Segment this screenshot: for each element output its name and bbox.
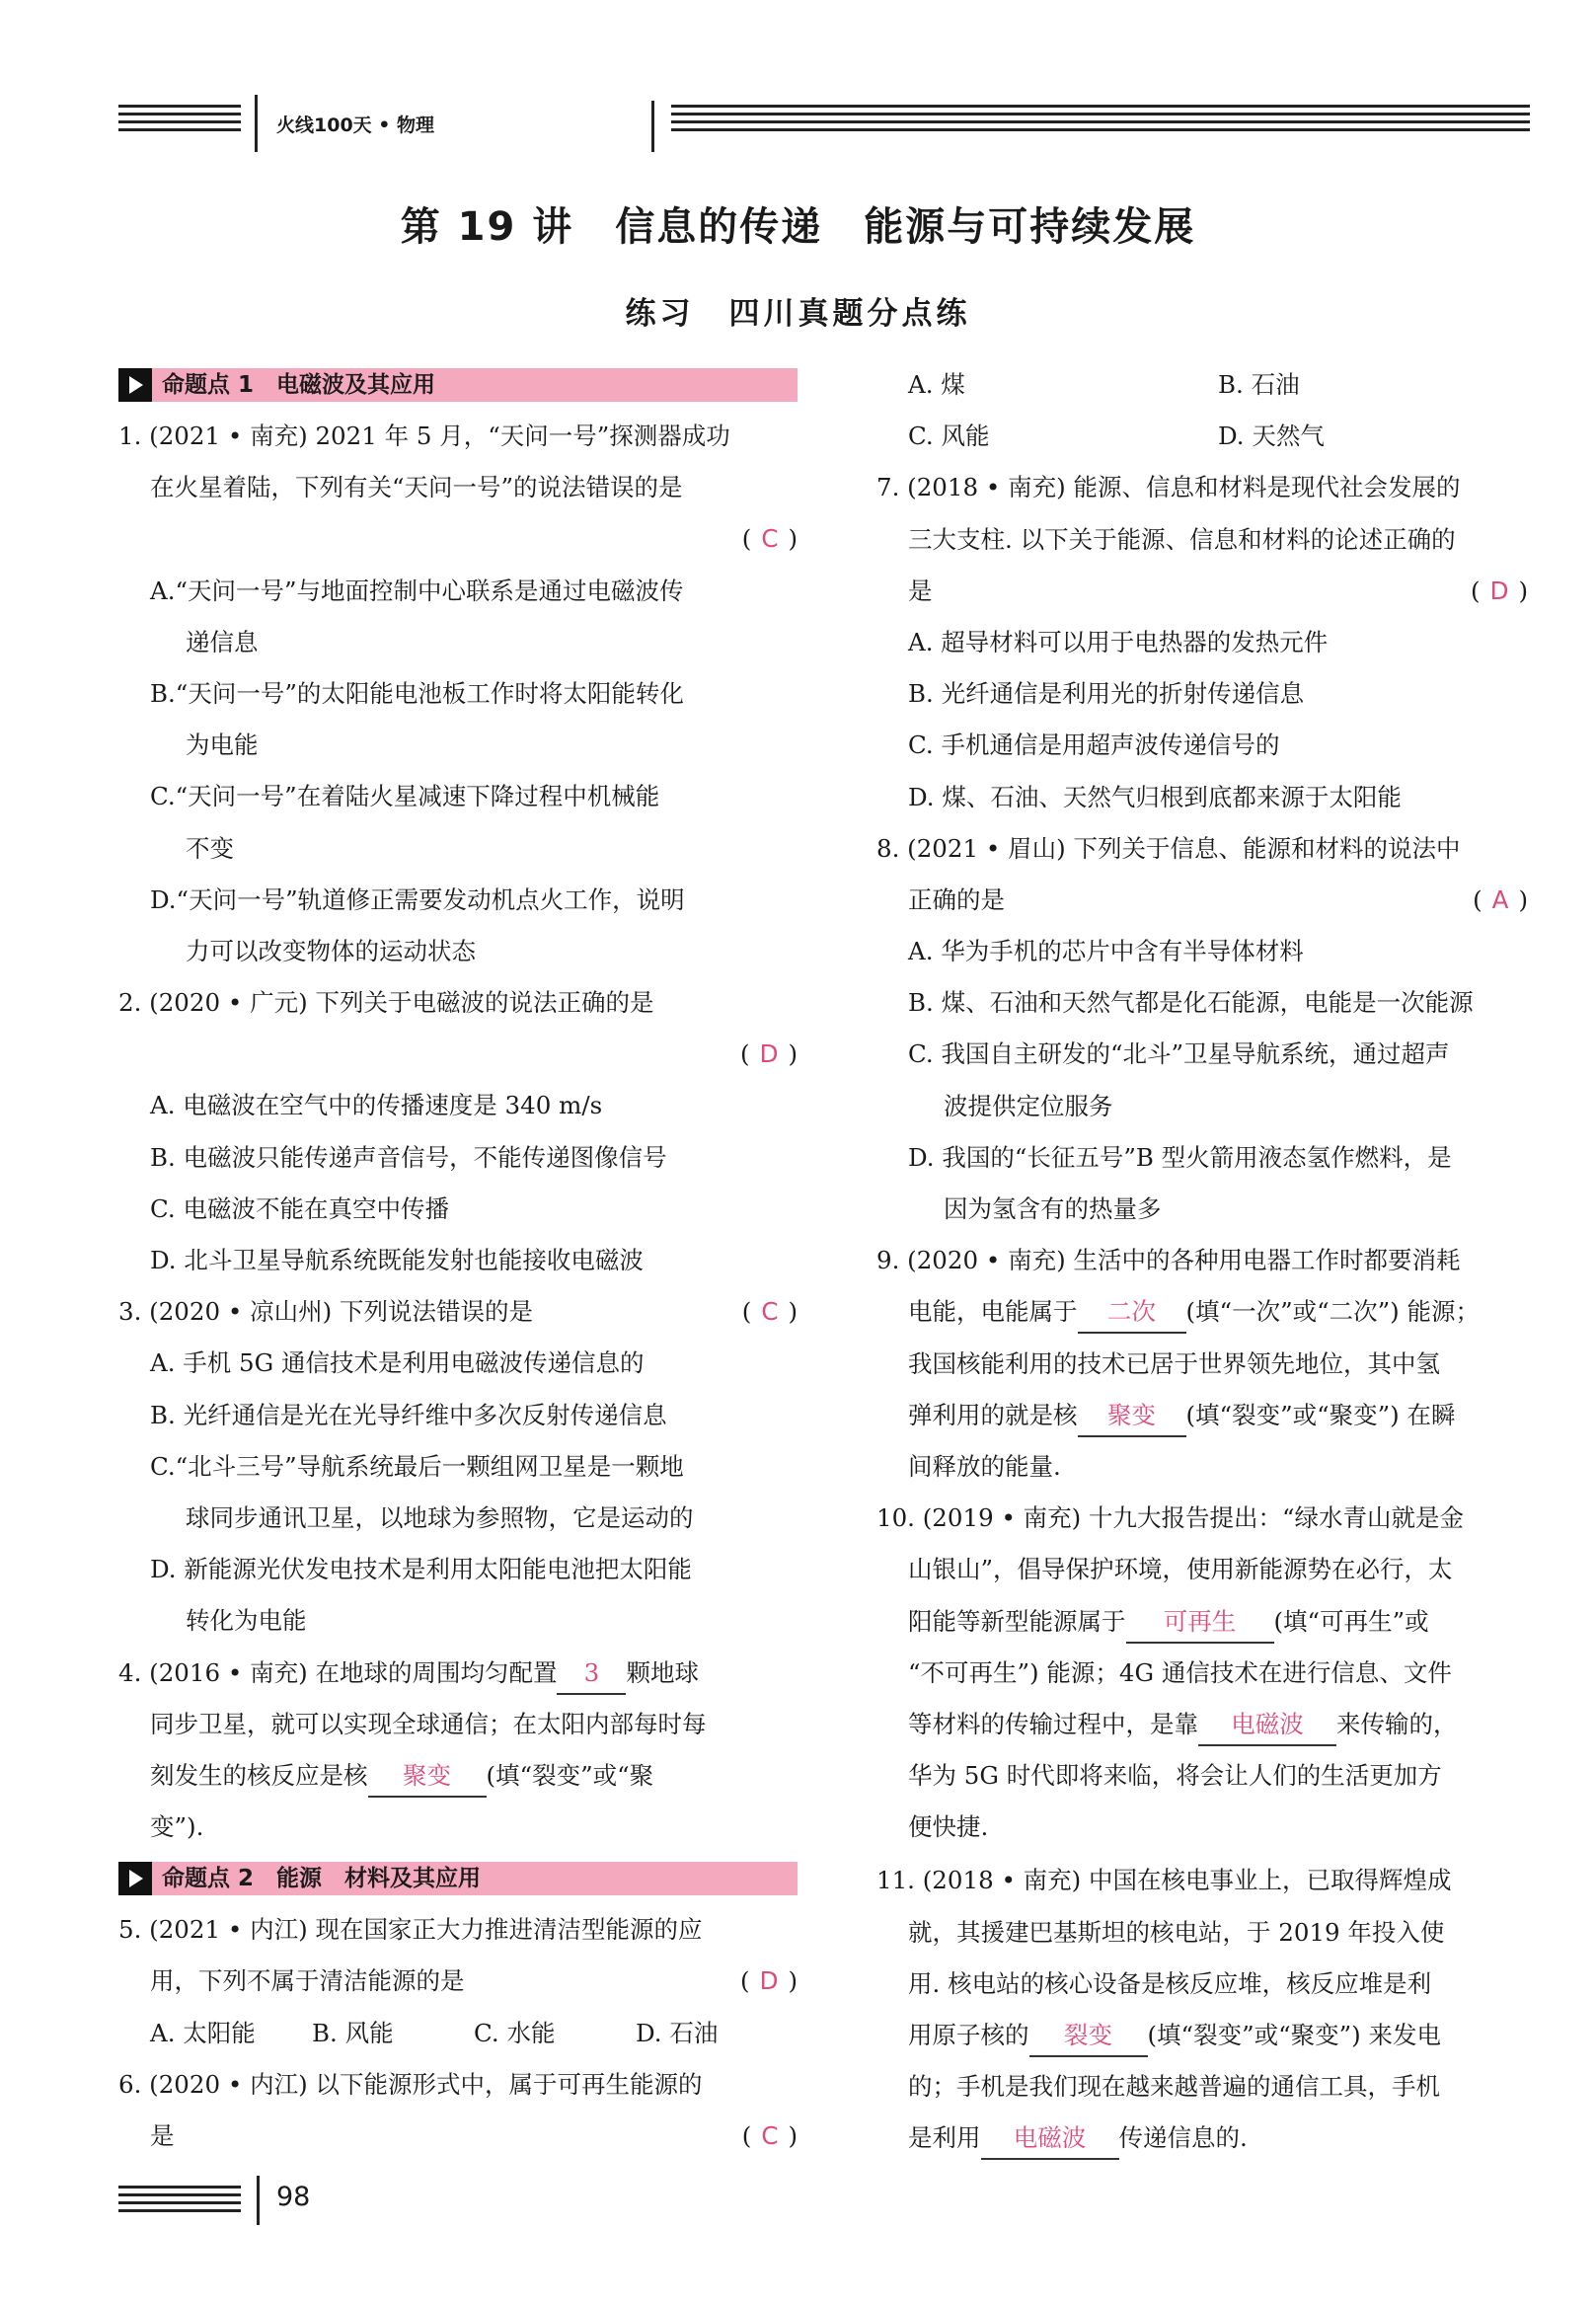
footer-divider [257,2176,260,2225]
section-header-2: 命题点 2 能源 材料及其应用 [118,1862,798,1895]
option-b: B. 煤、石油和天然气都是化石能源，电能是一次能源 [908,988,1474,1018]
option-d: D. 煤、石油、天然气归根到底都来源于太阳能 [908,782,1402,811]
right-column [876,359,1528,2165]
question-10: 10. (2019 • 南充) 十九大报告提出：“绿水青山就是金 山银山”，倡导保护环境，使用新能源势在必行，太 阳能等新型能源属于 可再生 (填“可再生”或 “不可再生”) 能源；4G 通信技术在进行信息、文件 等材料的传输过程中，是靠 电磁波 来传输的， 华为 5G 时代即将来临，将会让人们的生活更加方 便快捷. [876,1503,1465,1842]
option-d: D. 我国的“长征五号”B 型火箭用液态氢作燃料，是 [908,1142,1452,1172]
option-a: A. 手机 5G 通信技术是利用电磁波传递信息的 [150,1348,645,1378]
fill-blank: 二次 [1078,1292,1186,1334]
header-divider-right [651,101,654,152]
option-b: B. 石油 [1218,370,1300,399]
option-c: C. 电磁波不能在真空中传播 [150,1193,449,1223]
option-c: C. 手机通信是用超声波传递信号的 [908,730,1280,760]
answer-bracket: ( D ) [740,1966,798,1996]
option-d-cont: 因为氢含有的热量多 [944,1194,1162,1223]
question-8: 8. (2021 • 眉山) 下列关于信息、能源和材料的说法中 正确的是 ( A ) A. 华为手机的芯片中含有半导体材料 B. 煤、石油和天然气都是化石能源，电能是一次能源 C. 我国自主研发的“北斗”卫星导航系统，通过超声 波提供定位服务 D. 我国的“长征五号”B 型火箭用液态氢作燃料，是 因为氢含有的热量多 [876,823,1528,1236]
lesson-title: 第 19 讲 信息的传递 能源与可持续发展 [400,204,1196,250]
answer-bracket: ( D ) [740,1039,798,1069]
exercise-subtitle: 练习 四川真题分点练 [625,296,971,332]
option-c: C. 水能 [474,2018,556,2047]
question-5: 5. (2021 • 内江) 现在国家正大力推进清洁型能源的应 用，下列不属于清洁能源的是 ( D ) A. 太阳能 B. 风能 C. 水能 D. 石油 [118,1904,798,2059]
fill-blank: 可再生 [1126,1602,1274,1644]
header-divider [255,95,258,152]
question-stem: 6. (2020 • 内江) 以下能源形式中，属于可再生能源的 [118,2069,703,2099]
question-stem: 3. (2020 • 凉山州) 下列说法错误的是 [118,1297,533,1327]
options-row [118,2008,798,2059]
question-stem: 8. (2021 • 眉山) 下列关于信息、能源和材料的说法中 [876,833,1461,863]
option-b-cont: 为电能 [186,730,259,760]
fill-blank: 聚变 [368,1756,487,1798]
option-b: B. 电磁波只能传递声音信号，不能传递图像信号 [150,1142,667,1172]
play-triangle-icon [118,368,152,402]
fill-blank: 电磁波 [1198,1705,1336,1746]
question-stem: 5. (2021 • 内江) 现在国家正大力推进清洁型能源的应 [118,1915,703,1945]
question-4: 4. (2016 • 南充) 在地球的周围均匀配置 3 颗地球 同步卫星，就可以实现全球通信；在太阳内部每时每 刻发生的核反应是核 聚变 (填“裂变”或“聚 变”). [118,1648,798,1854]
option-a: A. 华为手机的芯片中含有半导体材料 [908,937,1304,966]
question-3 [118,1286,798,1647]
option-c: C.“北斗三号”导航系统最后一颗组网卫星是一颗地 [150,1451,684,1481]
page-number: 98 [276,2182,311,2212]
answer-bracket: ( A ) [1473,884,1528,914]
header-title: 火线100天 • 物理 [276,115,435,136]
question-stem: 在火星着陆，下列有关“天问一号”的说法错误的是 [150,473,683,502]
option-a: A. 太阳能 [150,2018,256,2047]
option-d: D. 天然气 [1218,422,1325,451]
fill-blank: 3 [557,1653,626,1695]
option-c: C.“天问一号”在着陆火星减速下降过程中机械能 [150,782,660,811]
option-c: C. 我国自主研发的“北斗”卫星导航系统，通过超声 [908,1039,1450,1069]
option-d: D. 石油 [636,2018,719,2047]
play-triangle-icon [118,1862,152,1895]
option-d: D. 北斗卫星导航系统既能发射也能接收电磁波 [150,1246,644,1274]
footer-rule [118,2186,241,2217]
option-a: A. 超导材料可以用于电热器的发热元件 [908,627,1329,656]
question-stem: 2. (2020 • 广元) 下列关于电磁波的说法正确的是 [118,988,654,1018]
fill-blank: 聚变 [1078,1396,1186,1437]
option-b: B. 光纤通信是利用光的折射传递信息 [908,679,1305,709]
options-row [876,411,1528,462]
question-stem: 1. (2021 • 南充) 2021 年 5 月，“天问一号”探测器成功 [118,422,730,450]
answer-bracket: ( C ) [741,2121,798,2150]
option-c-cont: 波提供定位服务 [944,1091,1113,1120]
option-b: B.“天问一号”的太阳能电池板工作时将太阳能转化 [150,678,684,708]
option-a: A.“天问一号”与地面控制中心联系是通过电磁波传 [150,576,684,605]
left-column [118,359,798,2162]
question-9: 9. (2020 • 南充) 生活中的各种用电器工作时都要消耗 电能，电能属于 二次 (填“一次”或“二次”) 能源； 我国核能利用的技术已居于世界领先地位，其中氢 弹利用的就是核 聚变 (填“裂变”或“聚变”) 在瞬 间释放的能量. [876,1246,1481,1481]
option-a: A. 电磁波在空气中的传播速度是 340 m/s [150,1091,603,1120]
question-7: 7. (2018 • 南充) 能源、信息和材料是现代社会发展的 三大支柱. 以下关于能源、信息和材料的论述正确的 是 ( D ) A. 超导材料可以用于电热器的发热元件 B. 光纤通信是利用光的折射传递信息 C. 手机通信是用超声波传递信号的 D. 煤、石油、天然气归根到底都来源于太阳能 [876,462,1528,822]
header-rule-left [118,105,241,136]
question-11: 11. (2018 • 南充) 中国在核电事业上，已取得辉煌成 就，其援建巴基斯坦的核电站，于 2019 年投入使 用. 核电站的核心设备是核反应堆，核反应堆是利 用原子核的 裂变 (填“裂变”或“聚变”) 来发电 的；手机是我们现在越来越普遍的通信工具，手机 是利用 电磁波 传递信息的. [876,1855,1528,2164]
page-header [118,95,1530,154]
section-header-1: 命题点 1 电磁波及其应用 [118,368,798,402]
answer-bracket: ( D ) [1471,576,1528,605]
option-a: A. 煤 [908,370,965,399]
question-2 [118,977,798,1286]
fill-blank: 裂变 [1029,2016,1148,2057]
option-d-cont: 力可以改变物体的运动状态 [186,936,476,965]
page-footer [118,2176,513,2225]
question-6: 6. (2020 • 内江) 以下能源形式中，属于可再生能源的 是 ( C ) [118,2059,798,2162]
fill-blank: 电磁波 [981,2118,1119,2160]
options-row [876,359,1528,411]
option-c-cont: 球同步通讯卫星，以地球为参照物，它是运动的 [186,1502,694,1532]
question-stem: 7. (2018 • 南充) 能源、信息和材料是现代社会发展的 [876,473,1461,502]
header-rule-right [671,105,1530,136]
option-d-cont: 转化为电能 [186,1606,307,1636]
option-b: B. 风能 [312,2018,394,2047]
option-a-cont: 递信息 [186,627,259,656]
option-c: C. 风能 [908,422,990,451]
answer-bracket: ( C ) [741,524,798,554]
option-d: D.“天问一号”轨道修正需要发动机点火工作，说明 [150,884,685,914]
option-c-cont: 不变 [186,833,234,863]
option-d: D. 新能源光伏发电技术是利用太阳能电池把太阳能 [150,1555,692,1584]
option-b: B. 光纤通信是光在光导纤维中多次反射传递信息 [150,1400,667,1429]
answer-bracket: ( C ) [741,1297,798,1327]
question-1 [118,411,798,977]
